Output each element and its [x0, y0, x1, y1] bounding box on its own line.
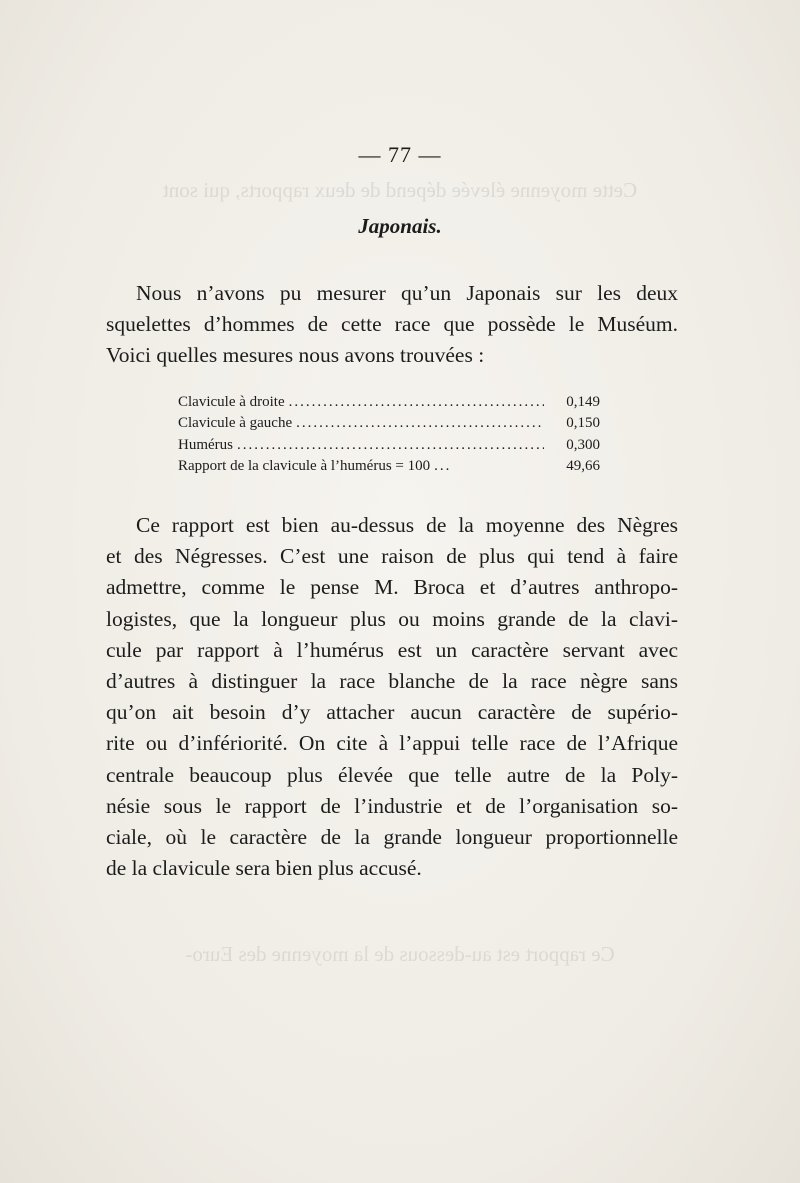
measurement-value: 0,300 — [566, 436, 600, 453]
page-number: — 77 — — [358, 142, 442, 167]
show-through-text: Ce rapport est au-dessous de la moyenne des Euro- — [185, 942, 615, 966]
text-line: nésie sous le rapport de l’industrie et de l’organisation so- — [106, 793, 678, 818]
measurement-row — [178, 456, 600, 477]
measurement-row — [178, 435, 600, 456]
text-line: de la clavicule sera bien plus accusé. — [106, 856, 422, 881]
measurement-label: Rapport de la clavicule à l’humérus = 100 — [178, 457, 431, 474]
measurement-label: Humérus — [178, 436, 233, 453]
leader-dots — [289, 392, 544, 413]
show-through-text: Cette moyenne élevée dépend de deux rapports, qui sont — [162, 178, 638, 202]
text-line: centrale beaucoup plus élevée que telle autre de la Poly- — [106, 762, 678, 787]
body-paragraph — [106, 510, 678, 884]
text-line: qu’on ait besoin d’y attacher aucun caractère de supério- — [106, 700, 678, 725]
leader-dots — [296, 413, 544, 434]
measurement-value: 0,149 — [566, 394, 600, 410]
section-title: Japonais. — [358, 214, 442, 238]
text-line: ciale, où le caractère de la grande longueur proportionnelle — [106, 825, 678, 850]
leader-dots — [237, 435, 544, 456]
measurement-value: 0,150 — [566, 415, 600, 432]
text-line: Nous n’avons pu mesurer qu’un Japonais sur les deux — [136, 281, 678, 305]
measurement-row — [178, 392, 600, 413]
text-line: logistes, que la longueur plus ou moins grande de la clavi- — [106, 606, 678, 631]
measurement-row — [178, 413, 600, 434]
measurement-label: Clavicule à droite — [178, 394, 285, 410]
text-line: admettre, comme le pense M. Broca et d’autres anthropo- — [106, 575, 678, 600]
text-line: rite ou d’infériorité. On cite à l’appui telle race de l’Afrique — [106, 731, 678, 756]
leader-dots — [434, 456, 544, 477]
measurement-value: 49,66 — [566, 457, 600, 474]
text-line: et des Négresses. C’est une raison de plus qui tend à faire — [106, 544, 678, 569]
text-line: d’autres à distinguer la race blanche de la race nègre sans — [106, 669, 678, 694]
measurement-label: Clavicule à gauche — [178, 415, 293, 432]
measurements-table — [178, 392, 600, 477]
text-line: squelettes d’hommes de cette race que possède le Muséum. — [106, 312, 678, 337]
text-line: Ce rapport est bien au-dessus de la moyenne des Nègres — [136, 513, 678, 537]
text-line: cule par rapport à l’humérus est un caractère servant avec — [106, 637, 678, 662]
text-line: Voici quelles mesures nous avons trouvées : — [106, 343, 485, 368]
intro-paragraph — [106, 278, 678, 372]
